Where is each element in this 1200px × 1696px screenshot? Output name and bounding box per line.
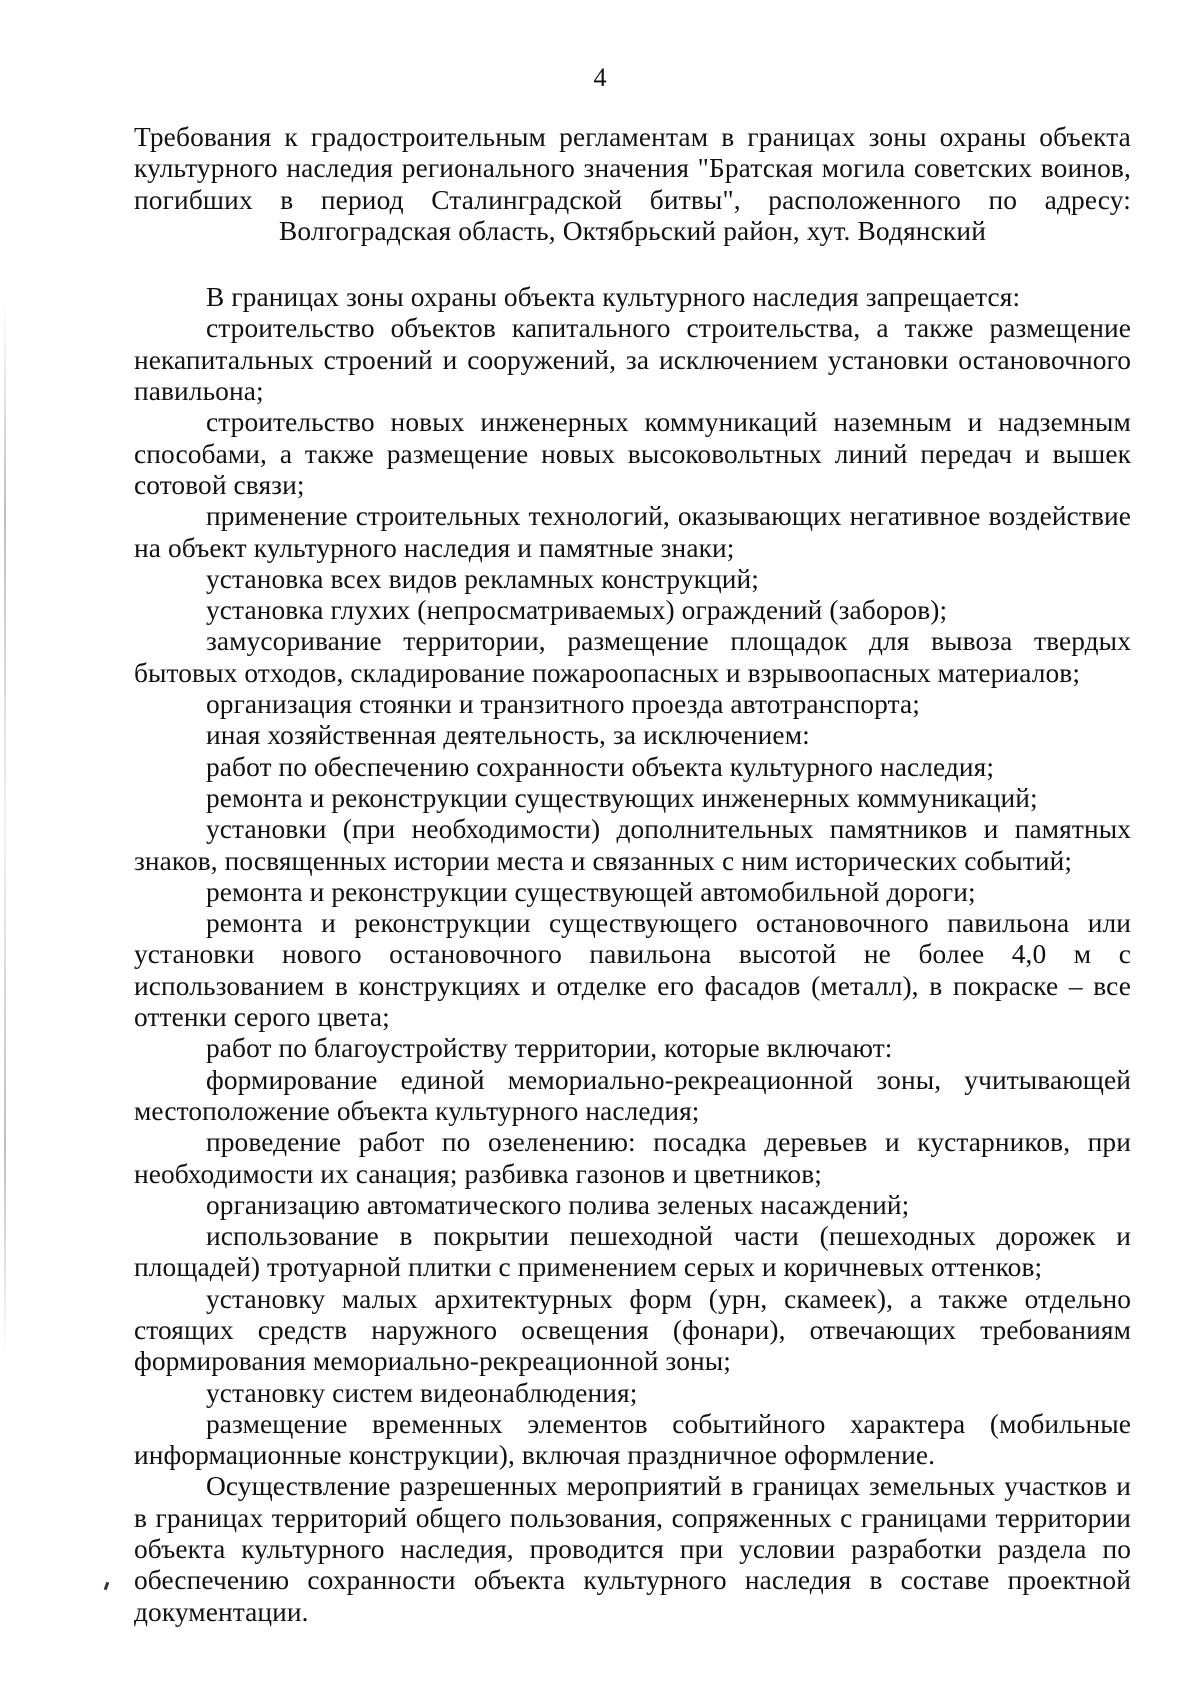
paragraph: организация стоянки и транзитного проезда автотранспорта; — [206, 689, 920, 720]
paragraph: ремонта и реконструкции существующих инженерных коммуникаций; — [206, 782, 1038, 813]
paragraph: замусоривание территории, размещение площадок для вывоза твердых бытовых отходов, складирование пожароопасных и взрывоопасных материалов; — [134, 626, 1131, 688]
paragraph: работ по обеспечению сохранности объекта культурного наследия; — [206, 751, 995, 782]
paragraph: формирование единой мемориально-рекреационной зоны, учитывающей местоположение объекта культурного наследия; — [134, 1064, 1131, 1126]
paragraph: применение строительных технологий, оказывающих негативное воздействие на объект культурного наследия и памятные знаки; — [134, 501, 1131, 563]
document-body — [134, 122, 1131, 1628]
paragraph: установку малых архитектурных форм (урн, скамеек), а также отдельно стоящих средств наружного освещения (фонари), отвечающих требованиям формирования мемориально-рекреационной зоны; — [134, 1283, 1131, 1377]
paragraph: иная хозяйственная деятельность, за исключением: — [206, 720, 810, 751]
page-number: 4 — [593, 63, 607, 92]
paragraph-intro: В границах зоны охраны объекта культурного наследия запрещается: — [206, 282, 1021, 313]
paragraph: проведение работ по озеленению: посадка деревьев и кустарников, при необходимости их санация; разбивка газонов и цветников; — [134, 1127, 1131, 1189]
paragraph: установку систем видеонаблюдения; — [206, 1377, 638, 1408]
paragraph: строительство объектов капитального строительства, а также размещение некапитальных строений и сооружений, за исключением установки остановочного павильона; — [134, 313, 1131, 407]
paragraph: установки (при необходимости) дополнительных памятников и памятных знаков, посвященных истории места и связанных с ним исторических событий; — [134, 814, 1131, 876]
paragraph: организацию автоматического полива зеленых насаждений; — [206, 1189, 910, 1220]
paragraph: установка глухих (непросматриваемых) ограждений (заборов); — [206, 595, 948, 626]
scan-edge-mark — [4, 300, 6, 1360]
paragraph: размещение временных элементов событийного характера (мобильные информационные конструкции), включая праздничное оформление. — [134, 1408, 1131, 1471]
paragraph: работ по благоустройству территории, которые включают: — [206, 1033, 893, 1064]
scan-speck — [104, 1582, 110, 1591]
paragraph: строительство новых инженерных коммуникаций наземным и надземным способами, а также размещение новых высоковольтных линий передач и вышек сотовой связи; — [134, 407, 1131, 500]
title-spacer — [134, 247, 1131, 282]
paragraph-final: Осуществление разрешенных мероприятий в границах земельных участков и в границах территорий общего пользования, сопряженных с границами территории объекта культурного наследия, проводится при условии разработки раздела по обеспечению сохранности объекта культурного наследия в составе проектной документации. — [134, 1471, 1131, 1627]
paragraph: использование в покрытии пешеходной части (пешеходных дорожек и площадей) тротуарной плитки с применением серых и коричневых оттенков; — [134, 1221, 1131, 1283]
document-title: Требования к градостроительным регламентам в границах зоны охраны объекта культурного наследия регионального значения "Братская могила советских воинов, погибших в период Сталинградской битвы", расположенного по адресу: Волгоградская область, Октябрьский район, хут. Водянский — [134, 122, 1131, 246]
paragraph: установка всех видов рекламных конструкций; — [206, 563, 759, 594]
paragraph: ремонта и реконструкции существующего остановочного павильона или установки нового остановочного павильона высотой не более 4,0 м с использованием в конструкциях и отделке его фасадов (металл), в покраске – все оттенки серого цвета; — [134, 908, 1131, 1033]
paragraph: ремонта и реконструкции существующей автомобильной дороги; — [206, 876, 976, 907]
